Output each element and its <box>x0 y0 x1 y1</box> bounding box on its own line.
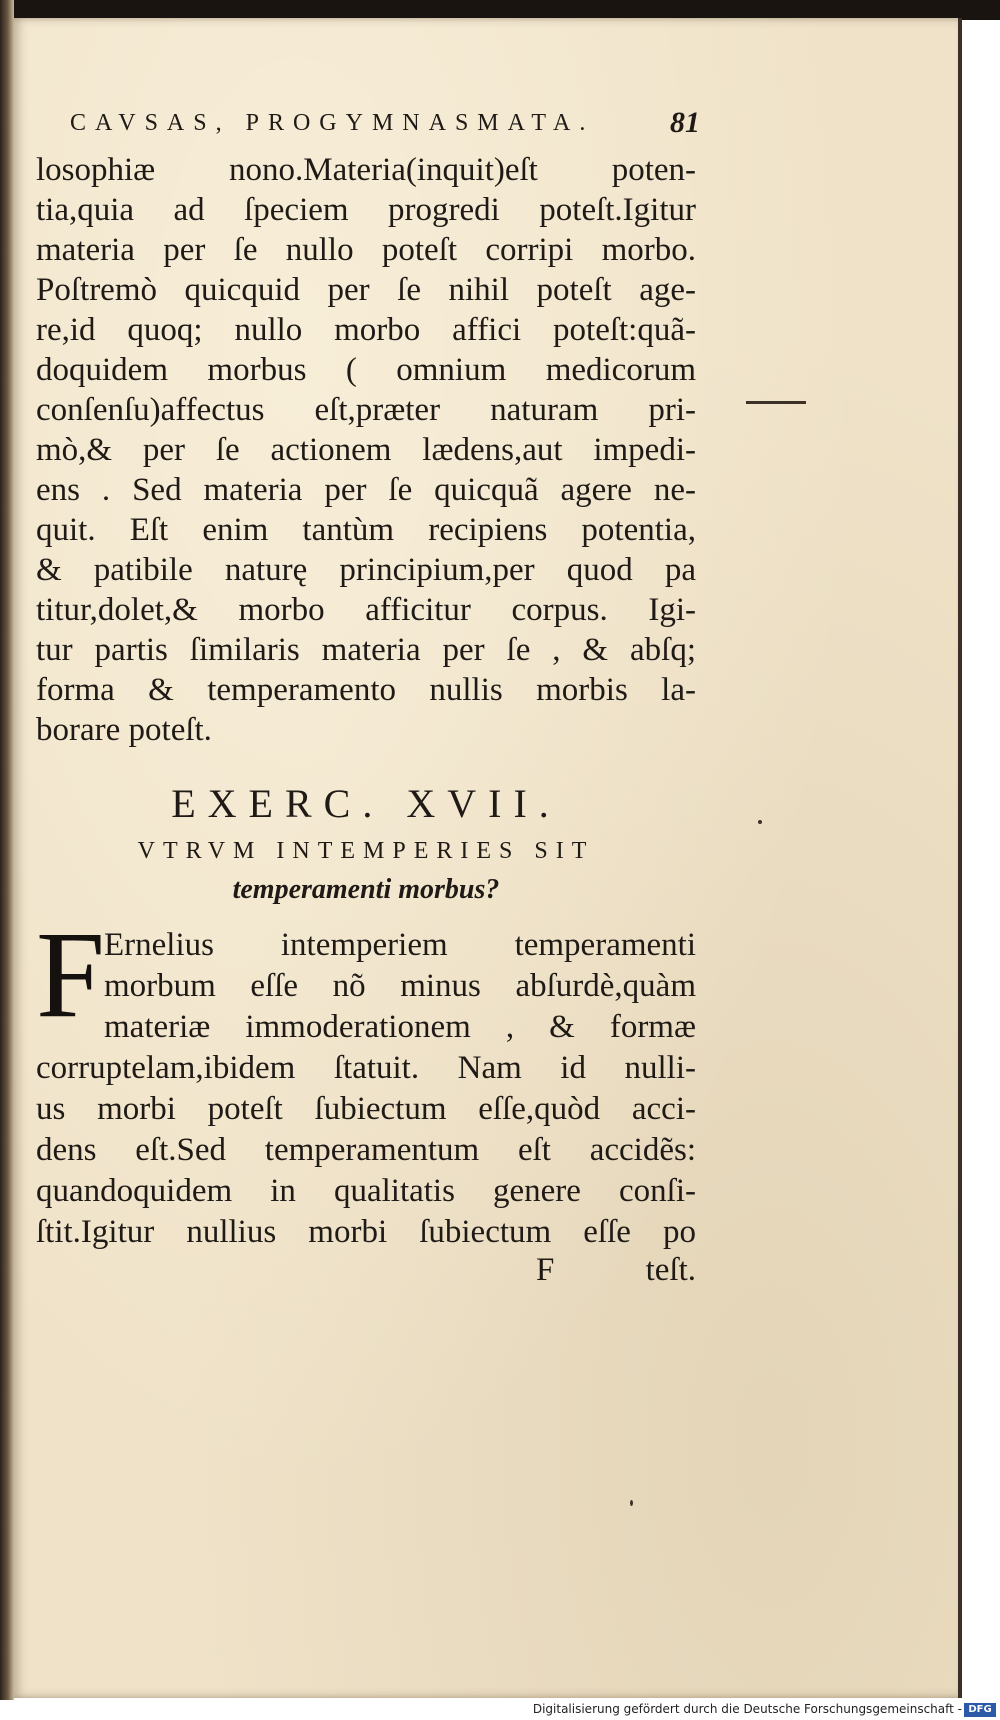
text-line: materia per ſe nullo poteſt corripi morbo. <box>36 232 696 268</box>
text-line: morbum eſſe nõ minus abſurdè,quàm <box>104 968 696 1004</box>
drop-cap-initial: F <box>36 906 105 1043</box>
section-heading: EXERC. XVII. <box>171 781 561 826</box>
text-line: losophiæ nono.Materia(inquit)eſt poten- <box>36 152 696 188</box>
text-line: mò,& per ſe actionem lædens,aut impedi- <box>36 432 696 468</box>
paper-speck <box>630 1500 633 1506</box>
text-line: titur,dolet,& morbo afficitur corpus. Igi- <box>36 592 696 628</box>
signature-mark: F <box>536 1252 555 1288</box>
text-line: quit. Eſt enim tantùm recipiens potentia, <box>36 512 696 548</box>
text-line: re,id quoq; nullo morbo affici poteſt:quã- <box>36 312 696 348</box>
text-line: quandoquidem in qualitatis genere conſi- <box>36 1173 696 1209</box>
text-line: forma & temperamento nullis morbis la- <box>36 672 696 708</box>
question-heading-line-2: temperamenti morbus? <box>232 874 500 905</box>
text-line: borare poteſt. <box>36 712 212 748</box>
text-line: ſtit.Igitur nullius morbi ſubiectum eſſe po <box>36 1214 696 1250</box>
scan-top-edge <box>0 0 1000 20</box>
page-number: 81 <box>670 106 700 139</box>
text-line: corruptelam,ibidem ſtatuit. Nam id nulli- <box>36 1050 696 1086</box>
paragraph-exercise <box>36 925 696 1253</box>
text-line: ens . Sed materia per ſe quicquã agere ne- <box>36 472 696 508</box>
text-line: Ernelius intemperiem temperamenti <box>104 927 696 963</box>
running-head-title: CAVSAS, PROGYMNASMATA. <box>70 110 595 136</box>
catchword: teſt. <box>645 1252 696 1288</box>
running-head <box>70 106 700 146</box>
page-right-border <box>958 18 962 1698</box>
text-line: doquidem morbus ( omnium medicorum <box>36 352 696 388</box>
paragraph-continued <box>36 150 696 750</box>
text-line: materiæ immoderationem , & formæ <box>104 1009 696 1045</box>
margin-mark <box>746 401 806 404</box>
signature-line <box>36 1252 696 1296</box>
digitization-credit: Digitalisierung gefördert durch die Deutsche Forschungsgemeinschaft - <box>532 1702 962 1716</box>
text-line: conſenſu)affectus eſt,præter naturam pri- <box>36 392 696 428</box>
text-line: Poſtremò quicquid per ſe nihil poteſt age- <box>36 272 696 308</box>
text-line: & patibile naturę principium,per quod pa <box>36 552 696 588</box>
text-line: us morbi poteſt ſubiectum eſſe,quòd acci- <box>36 1091 696 1127</box>
paper-speck <box>758 820 762 824</box>
text-line: tia,quia ad ſpeciem progredi poteſt.Igitur <box>36 192 696 228</box>
dfg-logo: DFG <box>964 1703 996 1717</box>
text-line: dens eſt.Sed temperamentum eſt accidẽs: <box>36 1132 696 1168</box>
question-heading-line-1: VTRVM INTEMPERIES SIT <box>137 838 595 864</box>
text-line: tur partis ſimilaris materia per ſe , & abſq; <box>36 632 696 668</box>
book-gutter-edge <box>0 0 14 1700</box>
